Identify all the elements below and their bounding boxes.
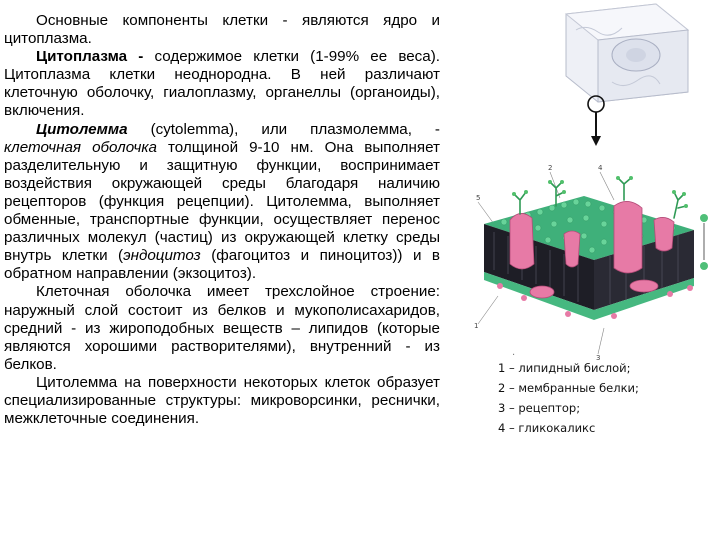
paragraph-4-text: Клеточная оболочка имеет трехслойное строение: наружный слой состоит из белков и мукополисахаридов, средний - из жироподобных веществ – липидов (которые являются хорошими растворителями), внутренний - из белков. — [4, 283, 440, 373]
paragraph-3 — [4, 121, 440, 284]
paragraph-2 — [4, 48, 440, 120]
figure-label-5: 5 — [476, 194, 481, 202]
paragraph-2-text: содержимое клетки (1-99% ее веса). Цитоплазма клетки неоднородна. В ней различают клеточную оболочку, гиалоплазму, органеллы (органоиды), включения. — [4, 48, 441, 120]
legend-item-glycocalyx: 4 – гликокаликс — [498, 421, 596, 435]
legend-item-lipid-bilayer: 1 – липидный бислой; — [498, 361, 631, 375]
figure-label-1: 1 — [474, 322, 479, 330]
main-text — [4, 12, 440, 428]
paragraph-3-text-b: толщиной 9-10 нм. Она выполняет разделительную и защитную функции, воспринимает воздействия окружающей среды благодаря наличию рецепторов (функция рецепции). Цитолемма, выполняет обменные, транспортные функции, осуществляет перенос различных молекул (частиц) из окружающей клетку среды внутрь клетки ( — [4, 138, 440, 265]
paragraph-3-text-c: (фагоцитоз и пиноцитоз)) и в обратном направлении (экзоцитоз). — [4, 247, 440, 283]
paragraph-1-text: Основные компоненты клетки - являются ядро и цитоплазма. — [4, 12, 440, 48]
legend-dot: · — [512, 350, 516, 361]
term-cell-membrane: клеточная оболочка — [4, 138, 157, 156]
legend-item-membrane-proteins: 2 – мембранные белки; — [498, 381, 639, 395]
figure-label-2: 2 — [548, 164, 553, 172]
paragraph-4 — [4, 283, 440, 373]
term-cytoplasm: Цитоплазма - — [36, 48, 144, 66]
term-endocytosis: эндоцитоз — [123, 247, 201, 265]
legend-item-receptor: 3 – рецептор; — [498, 401, 581, 415]
legend — [498, 350, 639, 438]
paragraph-1 — [4, 12, 440, 48]
figure-label-3: 3 — [596, 354, 601, 360]
cell-illustration — [556, 0, 696, 150]
paragraph-5-text: Цитолемма на поверхности некоторых клеток образует специализированные структуры: микроворсинки, реснички, межклеточные соединения. — [4, 373, 440, 428]
paragraph-5 — [4, 374, 440, 428]
term-cytolemma: Цитолемма — [36, 120, 128, 138]
figure-label-4: 4 — [598, 164, 603, 172]
membrane-diagram — [464, 160, 720, 360]
paragraph-3-text-a: (cytolemma), или плазмолемма, - — [127, 120, 440, 138]
